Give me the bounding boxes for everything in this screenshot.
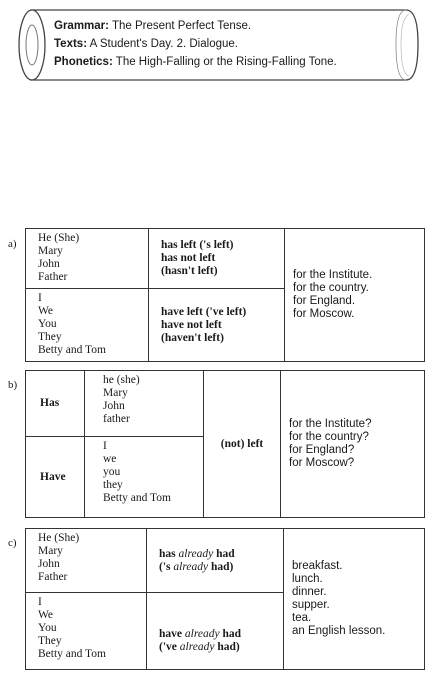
table-c-verb-1b: ('s already had): [159, 560, 234, 573]
subject-item: You: [38, 318, 57, 330]
place-item: for the country.: [293, 282, 369, 294]
table-a-verbs-2: [149, 289, 285, 362]
table-c-verb-2b: ('ve already had): [159, 640, 240, 653]
subject-item: father: [103, 413, 130, 425]
table-a: [25, 228, 425, 362]
subject-item: I: [38, 596, 42, 608]
subject-item: John: [103, 400, 125, 412]
place-item: for England.: [293, 295, 356, 307]
table-c-subjects-1: [26, 529, 147, 593]
phonetics-label: Phonetics:: [54, 56, 113, 68]
table-c-verb-2a: have already had: [159, 627, 241, 640]
table-b-aux-have: Have: [26, 437, 85, 518]
table-c-label: c): [8, 537, 17, 549]
verb-form: have left ('ve left): [161, 305, 247, 318]
subject-item: He (She): [38, 232, 80, 244]
texts-text: A Student's Day. 2. Dialogue.: [89, 38, 238, 50]
subject-item: Betty and Tom: [38, 648, 106, 660]
grammar-text: The Present Perfect Tense.: [111, 20, 252, 32]
subject-item: We: [38, 609, 54, 621]
grammar-line: [54, 17, 337, 35]
meal-item: tea.: [292, 612, 312, 624]
table-b-places: [281, 371, 425, 518]
table-a-subjects-1: [26, 229, 149, 289]
table-c-verbs-1: [147, 529, 284, 593]
subject-item: we: [103, 453, 117, 465]
subject-item: Mary: [103, 387, 128, 399]
subject-item: you: [103, 466, 121, 478]
subject-item: They: [38, 635, 62, 647]
subject-item: He (She): [38, 532, 80, 544]
subject-item: I: [103, 440, 107, 452]
table-b-label: b): [8, 379, 18, 391]
table-c-meals: [284, 529, 425, 670]
table-c-subjects-2: [26, 593, 147, 670]
subject-item: They: [38, 331, 62, 343]
meal-item: an English lesson.: [292, 625, 386, 637]
texts-label: Texts:: [54, 38, 88, 50]
subject-item: Mary: [38, 545, 63, 557]
phonetics-text: The High-Falling or the Rising-Falling Tone.: [115, 56, 337, 68]
place-item: for the Institute.: [293, 269, 373, 281]
subject-item: John: [38, 258, 60, 270]
table-a-verbs-1: [149, 229, 285, 289]
subject-item: I: [38, 292, 42, 304]
table-b-aux-has: Has: [26, 371, 85, 437]
table-a-subjects-2: [26, 289, 149, 362]
meal-item: breakfast.: [292, 560, 343, 572]
verb-form: have not left: [161, 318, 222, 331]
subject-item: he (she): [103, 374, 140, 386]
table-b: [25, 370, 425, 518]
subject-item: Father: [38, 271, 68, 283]
header-scroll: [8, 4, 422, 82]
verb-form: (haven't left): [161, 331, 224, 344]
table-b-subjects-1: [85, 371, 204, 437]
subject-item: Betty and Tom: [103, 492, 171, 504]
table-c-verbs-2: [147, 593, 284, 670]
place-item: for Moscow.: [293, 308, 355, 320]
meal-item: dinner.: [292, 586, 327, 598]
table-c-verb-1a: has already had: [159, 547, 235, 560]
subject-item: John: [38, 558, 60, 570]
subject-item: Mary: [38, 245, 63, 257]
verb-form: has left ('s left): [161, 239, 234, 251]
verb-form: (hasn't left): [161, 265, 218, 277]
phonetics-line: [54, 53, 337, 71]
subject-item: We: [38, 305, 54, 317]
subject-item: Betty and Tom: [38, 344, 106, 356]
place-item: for the country?: [289, 431, 369, 443]
place-item: for Moscow?: [289, 457, 355, 469]
place-item: for England?: [289, 444, 355, 456]
subject-item: You: [38, 622, 57, 634]
table-c: [25, 528, 425, 670]
table-a-label: a): [8, 238, 17, 250]
table-b-subjects-2: [85, 437, 204, 518]
meal-item: supper.: [292, 599, 330, 611]
subject-item: they: [103, 479, 123, 491]
grammar-label: Grammar:: [54, 20, 109, 32]
place-item: for the Institute?: [289, 418, 372, 430]
meal-item: lunch.: [292, 573, 323, 585]
table-a-places: [285, 229, 425, 362]
texts-line: [54, 35, 337, 53]
subject-item: Father: [38, 571, 68, 583]
verb-form: has not left: [161, 252, 216, 264]
table-b-verb: (not) left: [204, 371, 281, 518]
